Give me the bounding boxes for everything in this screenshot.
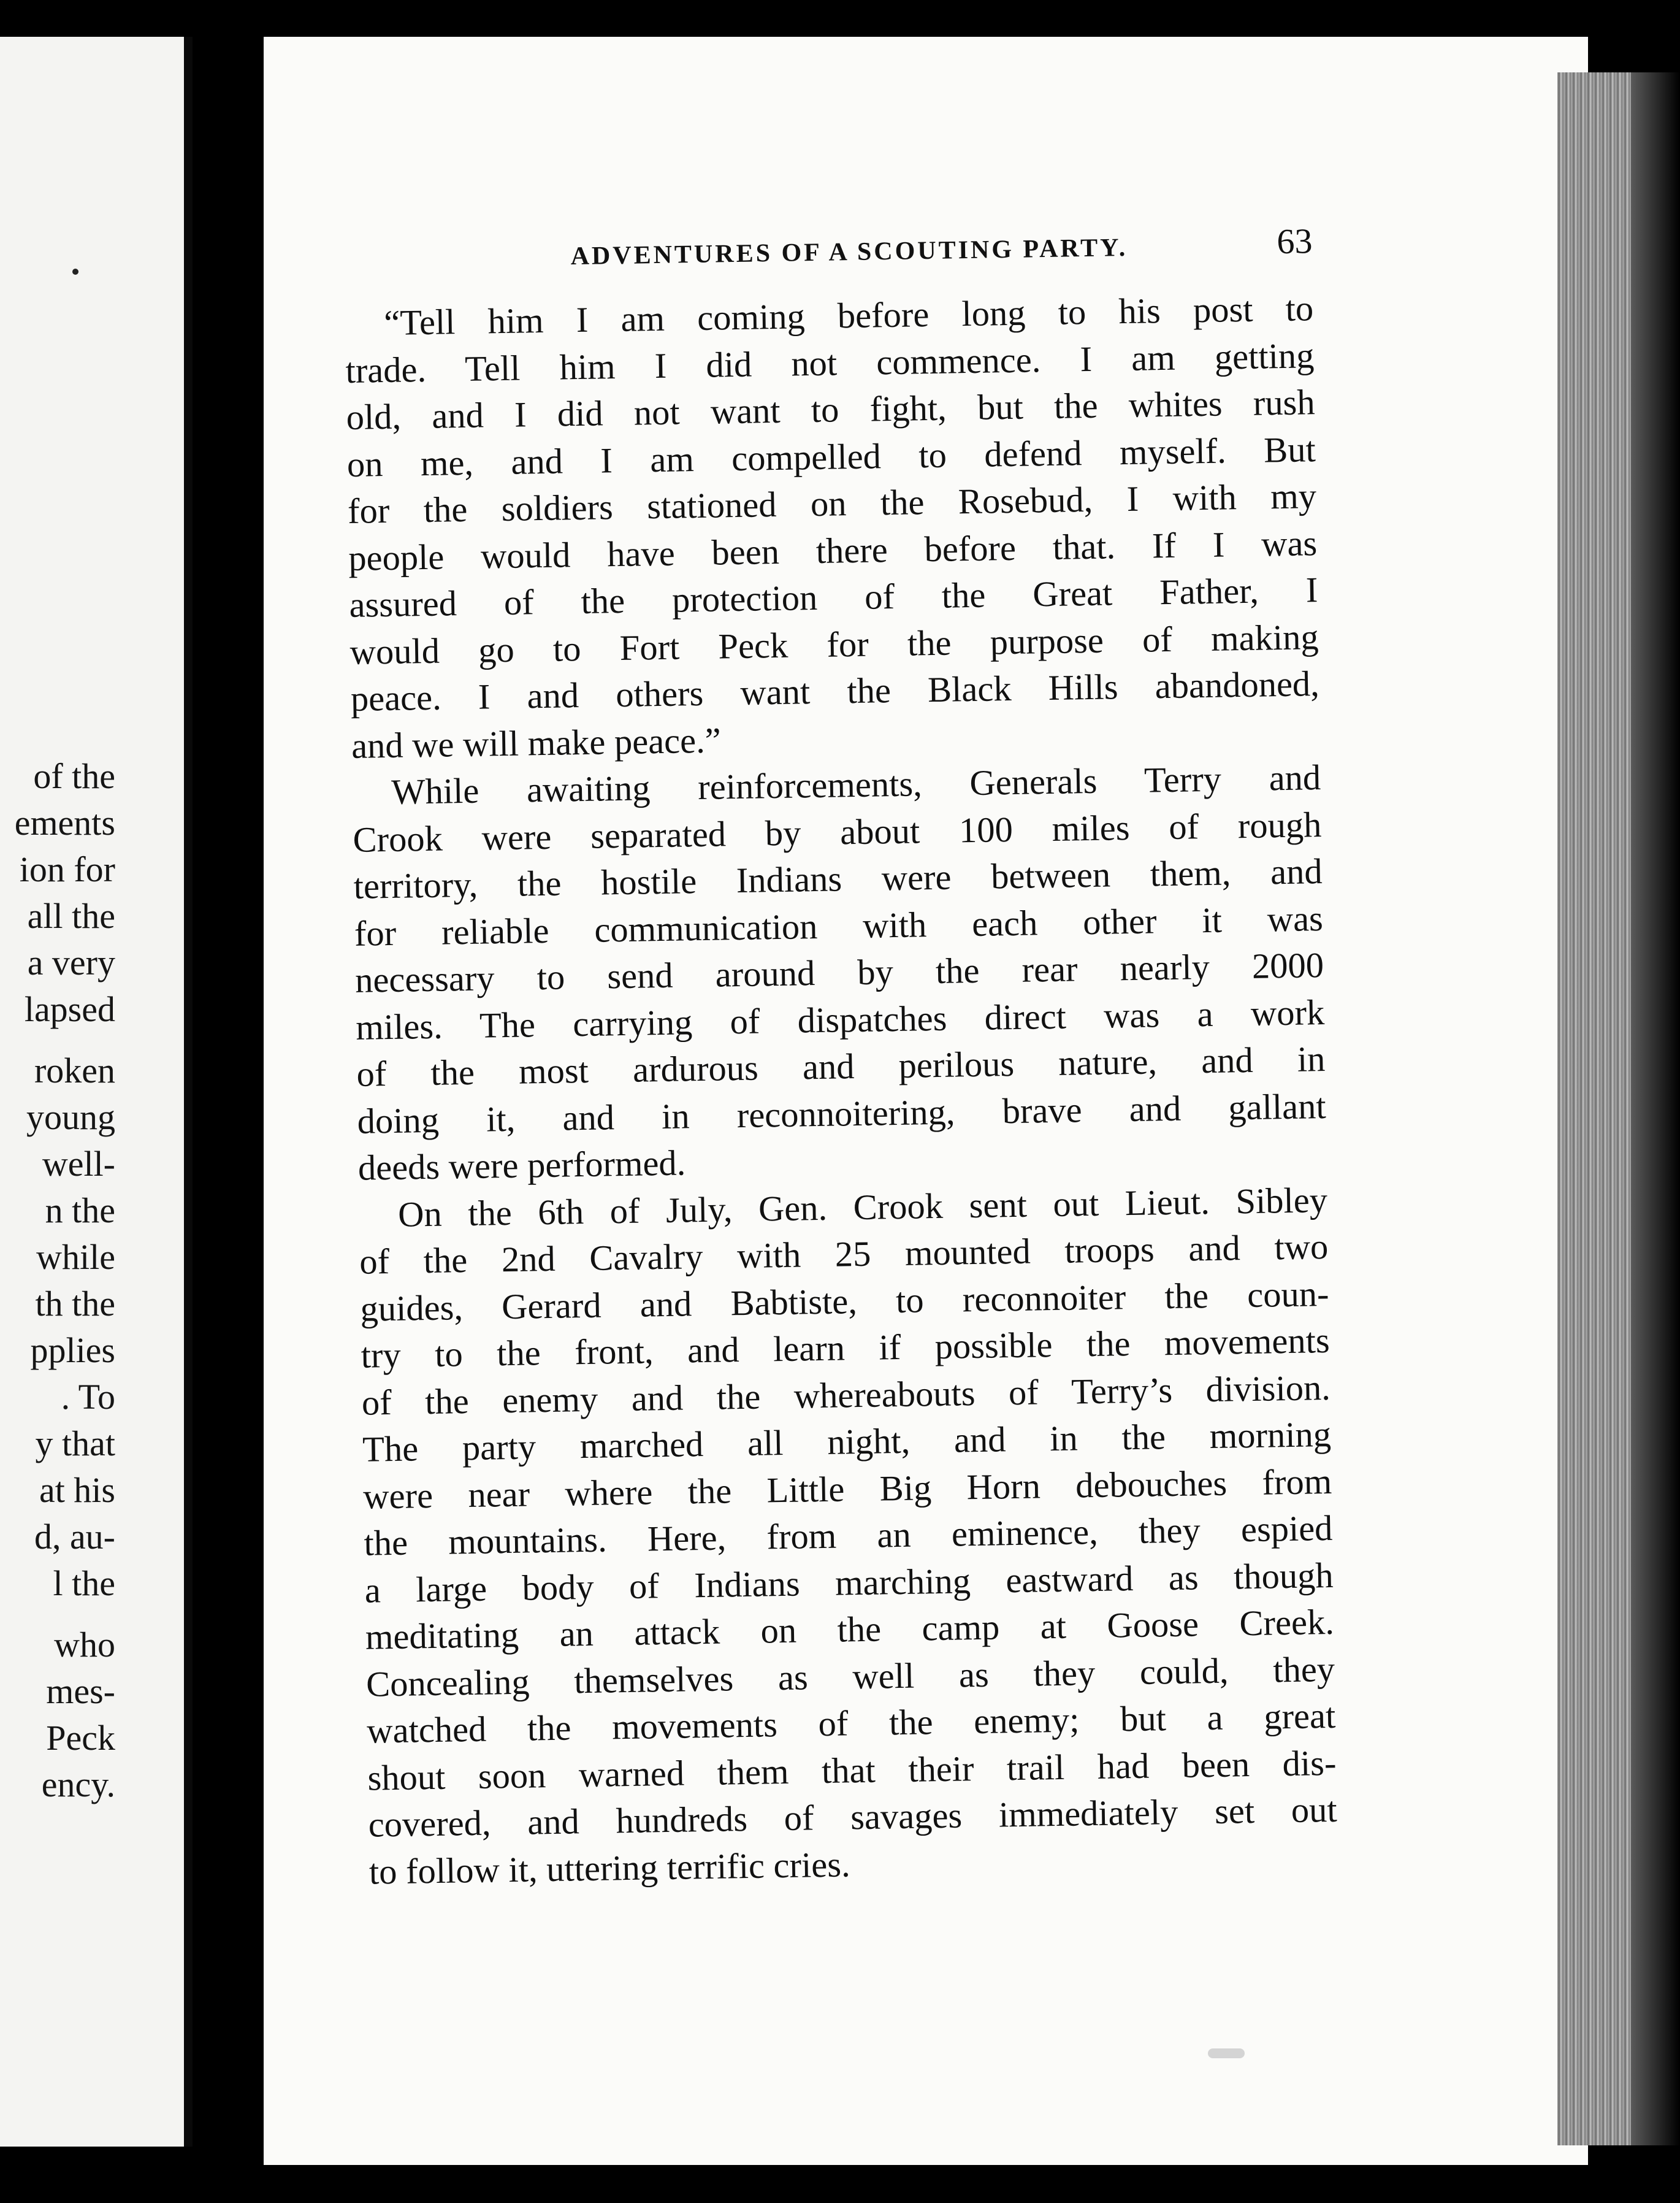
- text-line: shout soon warned them that their trail had been dis-: [367, 1742, 1337, 1798]
- left-page-gap: [0, 1033, 115, 1048]
- text-line: Concealing themselves as well as they could, they: [365, 1649, 1335, 1704]
- paragraph: [359, 1176, 1338, 1895]
- paragraph: [352, 754, 1327, 1192]
- text-line: people would have been there before that. If I was: [348, 523, 1318, 578]
- left-page-line: Peck: [46, 1718, 115, 1758]
- running-head-title: ADVENTURES OF A SCOUTING PARTY.: [570, 233, 1128, 271]
- text-line: covered, and hundreds of savages immediately set out: [368, 1789, 1338, 1845]
- text-line: to follow it, uttering terrific cries.: [368, 1844, 851, 1892]
- text-line: would go to Fort Peck for the purpose of making: [349, 616, 1319, 672]
- left-page-line: young: [26, 1097, 115, 1137]
- left-page-line: th the: [35, 1284, 115, 1324]
- text-line: and we will make peace.”: [351, 719, 722, 766]
- text-line: doing it, and in reconnoitering, brave and gallant: [357, 1086, 1327, 1141]
- left-page-line: roken: [34, 1051, 115, 1090]
- text-line: trade. Tell him I did not commence. I am getting: [345, 335, 1315, 391]
- left-page-line: l the: [53, 1563, 115, 1603]
- left-page-line: pplies: [30, 1330, 115, 1370]
- text-line: On the 6th of July, Gen. Crook sent out Lieut. Sibley: [397, 1179, 1328, 1235]
- text-line: “Tell him I am coming before long to his post to: [383, 288, 1314, 343]
- left-page-line: lapsed: [24, 989, 115, 1029]
- text-line: were near where the Little Big Horn debouches from: [362, 1461, 1332, 1517]
- page-gutter: [184, 37, 193, 2147]
- left-page-line: a very: [27, 943, 115, 983]
- left-page-line: at his: [39, 1470, 115, 1510]
- text-line: the mountains. Here, from an eminence, they espied: [364, 1508, 1333, 1563]
- page-number: 63: [1276, 221, 1313, 262]
- text-line: of the enemy and the whereabouts of Terry’s division.: [361, 1367, 1331, 1423]
- text-line: meditating an attack on the camp at Goose Creek.: [365, 1601, 1335, 1657]
- left-page-line: y that: [35, 1423, 115, 1463]
- left-page-line: ency.: [41, 1764, 115, 1804]
- left-page-line: all the: [27, 896, 115, 936]
- text-line: for the soldiers stationed on the Rosebud, I with my: [347, 476, 1317, 531]
- left-page-text-fragments: [0, 753, 115, 1808]
- text-line: necessary to send around by the rear nearly 2000: [354, 945, 1324, 1000]
- text-line: territory, the hostile Indians were between them, and: [353, 851, 1323, 906]
- text-line: a large body of Indians marching eastward as though: [364, 1555, 1334, 1611]
- text-line: miles. The carrying of dispatches direct was a work: [355, 992, 1325, 1048]
- text-line: on me, and I am compelled to defend myself. But: [346, 429, 1316, 485]
- left-page-line: . To: [61, 1377, 115, 1417]
- page-text-block: [343, 218, 1338, 1895]
- text-line: watched the movements of the enemy; but a great: [366, 1695, 1336, 1751]
- left-page-gap: [0, 1607, 115, 1622]
- text-line: The party marched all night, and in the morning: [362, 1414, 1332, 1469]
- text-line: assured of the protection of the Great Father, I: [349, 570, 1318, 625]
- left-page-line: n the: [45, 1190, 115, 1230]
- left-page-line: d, au-: [34, 1517, 115, 1557]
- ink-smudge: [1208, 2048, 1245, 2058]
- text-line: deeds were performed.: [357, 1143, 686, 1188]
- left-page-line: mes-: [46, 1671, 115, 1711]
- ink-dot: [72, 269, 78, 275]
- left-page-line: of the: [33, 756, 115, 796]
- left-page-line: well-: [42, 1144, 115, 1184]
- page-edges-shadow: [1631, 72, 1680, 2145]
- left-facing-page: [0, 37, 184, 2147]
- left-page-line: ion for: [19, 849, 115, 889]
- left-page-line: while: [36, 1237, 115, 1277]
- page-edges: [1557, 72, 1631, 2145]
- text-line: for reliable communication with each other it was: [354, 898, 1324, 954]
- body-text: [345, 285, 1338, 1895]
- left-page-line: who: [54, 1625, 115, 1665]
- text-line: of the 2nd Cavalry with 25 mounted troops and two: [359, 1226, 1329, 1282]
- text-line: try to the front, and learn if possible the movements: [361, 1320, 1331, 1376]
- text-line: Crook were separated by about 100 miles of rough: [353, 804, 1322, 860]
- paragraph: [345, 285, 1321, 770]
- text-line: While awaiting reinforcements, Generals Terry and: [391, 757, 1321, 812]
- text-line: guides, Gerard and Babtiste, to reconnoiter the coun-: [360, 1273, 1329, 1329]
- text-line: old, and I did not want to fight, but the whites rush: [346, 382, 1316, 437]
- text-line: of the most ardurous and perilous nature, and in: [356, 1039, 1326, 1094]
- left-page-line: ements: [14, 803, 115, 843]
- text-line: peace. I and others want the Black Hills abandoned,: [350, 664, 1320, 719]
